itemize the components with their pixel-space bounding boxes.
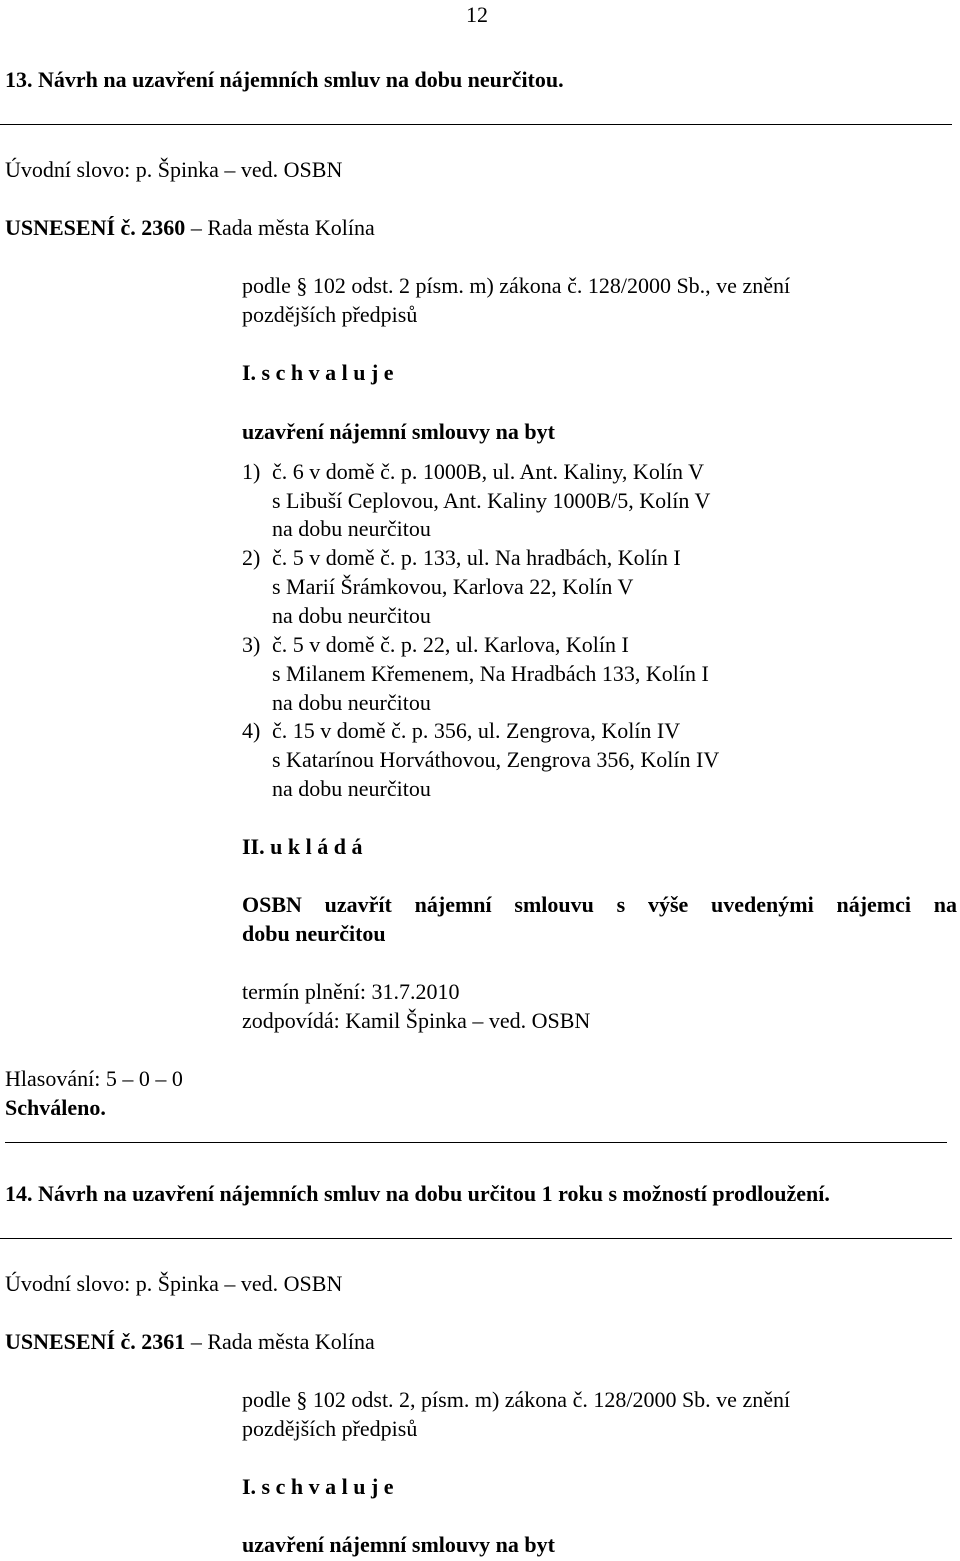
item-term: na dobu neurčitou bbox=[272, 690, 431, 715]
item-number: 2) bbox=[242, 545, 261, 570]
item-tenant: s Katarínou Horváthovou, Zengrova 356, Kolín IV bbox=[272, 747, 720, 772]
item-term: na dobu neurčitou bbox=[272, 516, 431, 541]
item-flat: č. 15 v domě č. p. 356, ul. Zengrova, Kolín IV bbox=[272, 718, 681, 743]
item-term: na dobu neurčitou bbox=[272, 603, 431, 628]
legal-basis-line-1: podle § 102 odst. 2 písm. m) zákona č. 128/2000 Sb., ve znění bbox=[242, 273, 791, 298]
item-flat: č. 5 v domě č. p. 133, ul. Na hradbách, Kolín I bbox=[272, 545, 681, 570]
item-number: 4) bbox=[242, 718, 261, 743]
approve-heading: I. s c h v a l u j e bbox=[242, 1474, 394, 1499]
item-tenant: s Marií Šrámkovou, Karlova 22, Kolín V bbox=[272, 574, 634, 599]
order-heading: II. u k l á d á bbox=[242, 834, 363, 859]
deadline: termín plnění: 31.7.2010 bbox=[242, 979, 460, 1004]
approval-subject: uzavření nájemní smlouvy na byt bbox=[242, 419, 555, 444]
responsible-person: zodpovídá: Kamil Špinka – ved. OSBN bbox=[242, 1008, 591, 1033]
list-item bbox=[242, 720, 680, 742]
list-item bbox=[242, 634, 629, 656]
legal-basis-line-2: pozdějších předpisů bbox=[242, 1416, 418, 1441]
item-flat: č. 5 v domě č. p. 22, ul. Karlova, Kolín I bbox=[272, 632, 629, 657]
intro-speaker: Úvodní slovo: p. Špinka – ved. OSBN bbox=[5, 1271, 343, 1296]
intro-speaker: Úvodní slovo: p. Špinka – ved. OSBN bbox=[5, 157, 343, 182]
item-tenant: s Libuší Ceplovou, Ant. Kaliny 1000B/5, Kolín V bbox=[272, 488, 711, 513]
divider bbox=[0, 124, 952, 125]
resolution-heading bbox=[5, 1331, 375, 1353]
order-text-line-1: OSBN uzavřít nájemní smlouvu s výše uvedenými nájemci na bbox=[242, 892, 957, 917]
resolution-body: – Rada města Kolína bbox=[185, 1329, 375, 1354]
divider bbox=[0, 1238, 952, 1239]
page-number: 12 bbox=[466, 2, 488, 27]
divider bbox=[5, 1142, 947, 1143]
section-14-title: 14. Návrh na uzavření nájemních smluv na dobu určitou 1 roku s možností prodloužení. bbox=[5, 1181, 830, 1206]
item-tenant: s Milanem Křemenem, Na Hradbách 133, Kolín I bbox=[272, 661, 709, 686]
item-flat: č. 6 v domě č. p. 1000B, ul. Ant. Kaliny, Kolín V bbox=[272, 459, 705, 484]
item-number: 3) bbox=[242, 632, 261, 657]
resolution-number: USNESENÍ č. 2361 bbox=[5, 1329, 186, 1354]
list-item bbox=[242, 547, 681, 569]
order-text-line-2: dobu neurčitou bbox=[242, 921, 386, 946]
legal-basis-line-1: podle § 102 odst. 2, písm. m) zákona č. 128/2000 Sb. ve znění bbox=[242, 1387, 791, 1412]
approve-heading: I. s c h v a l u j e bbox=[242, 360, 394, 385]
approval-status: Schváleno. bbox=[5, 1095, 106, 1120]
resolution-number: USNESENÍ č. 2360 bbox=[5, 215, 186, 240]
item-term: na dobu neurčitou bbox=[272, 776, 431, 801]
list-item bbox=[242, 461, 704, 483]
resolution-heading bbox=[5, 217, 375, 239]
legal-basis-line-2: pozdějších předpisů bbox=[242, 302, 418, 327]
section-13-title: 13. Návrh na uzavření nájemních smluv na dobu neurčitou. bbox=[5, 67, 564, 92]
vote-result: Hlasování: 5 – 0 – 0 bbox=[5, 1066, 183, 1091]
resolution-body: – Rada města Kolína bbox=[185, 215, 375, 240]
approval-subject: uzavření nájemní smlouvy na byt bbox=[242, 1532, 555, 1557]
item-number: 1) bbox=[242, 459, 261, 484]
